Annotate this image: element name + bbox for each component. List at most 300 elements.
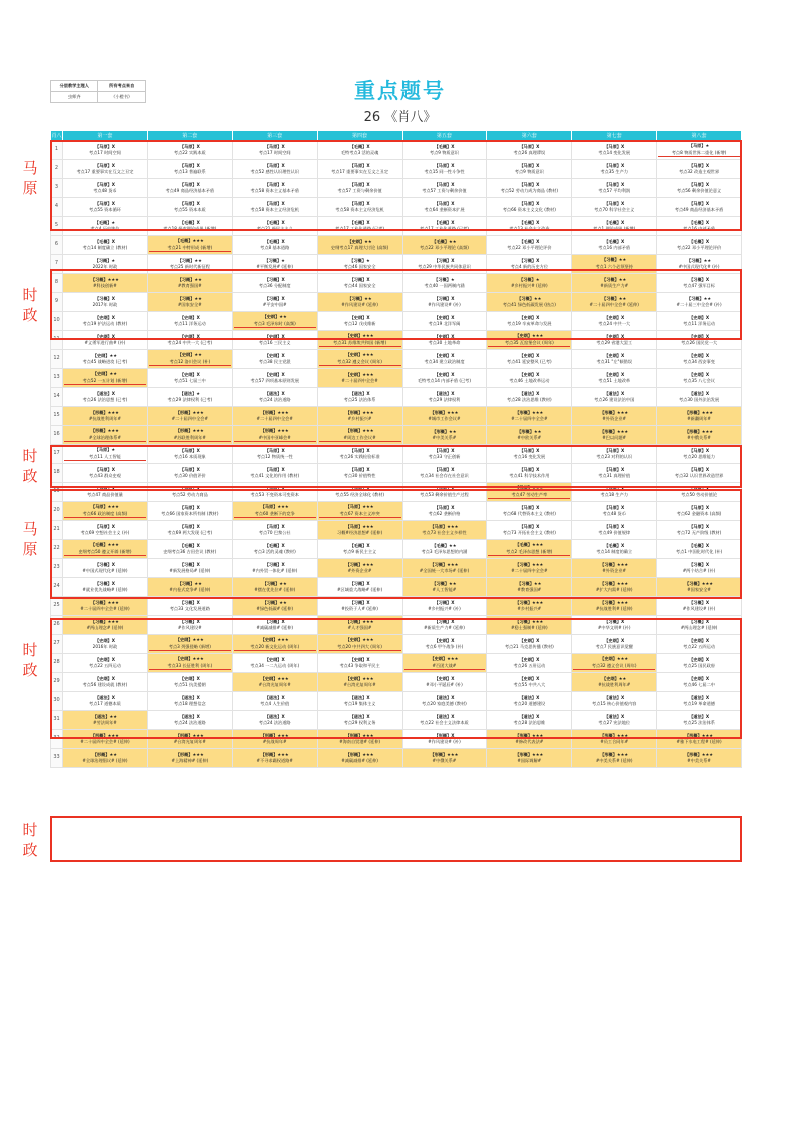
table-cell <box>487 730 572 749</box>
table-cell <box>572 369 657 388</box>
table-cell <box>487 255 572 274</box>
table-cell <box>487 141 572 160</box>
cell-topic: #作风建设# (补) <box>428 739 461 744</box>
cell-tag: 【习概】★★★ <box>600 599 629 605</box>
table-cell <box>147 597 232 616</box>
cell-tag: 【习概】X <box>519 257 540 263</box>
cell-tag: 【习概】X <box>264 276 285 282</box>
cell-topic: 考点24 法治道路 <box>173 720 206 725</box>
cell-tag: 【道法】X <box>94 694 115 700</box>
cell-topic: 考点32 改造主观世界 <box>678 169 720 174</box>
cell-topic: 考点4 历史地位 <box>90 226 120 231</box>
table-cell <box>317 388 402 407</box>
table-cell <box>63 464 148 483</box>
cell-tag: 【道法】X <box>604 694 625 700</box>
cell-topic: 2022年 时政 <box>92 264 118 269</box>
cell-tag: 【史纲】X <box>434 371 455 377</box>
cell-topic: #减碳减排# (延伸) <box>341 758 378 763</box>
cell-tag: 【马原】X <box>604 447 625 453</box>
cell-topic: 考点49 商品经济基本矛盾 <box>165 188 215 193</box>
cell-tag: 【史纲】X <box>689 333 710 339</box>
cell-tag: 【形概】★★★ <box>175 732 204 738</box>
cell-tag: 【毛概】X <box>434 143 455 149</box>
cell-topic: 考点22 邓小平理论评价 <box>676 245 722 250</box>
table-cell <box>572 654 657 673</box>
cell-tag: 【史纲】X <box>519 352 540 358</box>
cell-tag: 【毛概】X <box>349 219 370 225</box>
cell-topic: 考点49 商品经济基本矛盾 <box>674 207 724 212</box>
table-cell <box>317 274 402 293</box>
cell-tag: 【史纲】★★★ <box>600 656 629 662</box>
table-cell <box>317 711 402 730</box>
cell-tag: 【毛概】X <box>94 238 115 244</box>
table-cell <box>147 331 232 350</box>
cell-topic: 考点48 货币 <box>602 511 626 516</box>
cell-tag: 【毛概】X <box>689 542 710 548</box>
column-header: 第四套 <box>317 131 402 141</box>
cell-tag: 【形概】★★★ <box>600 409 629 415</box>
cell-topic: 史纲考点50 遵义开辟 (新增) <box>64 549 146 556</box>
row-number: 32 <box>51 730 63 749</box>
cell-topic: #中美关系# <box>687 758 711 763</box>
table-cell <box>487 407 572 426</box>
cell-topic: 考点57 工资与剩余价值 <box>337 188 382 193</box>
cell-topic: 考点19 北洋军阀 <box>428 321 461 326</box>
cell-topic: 考点68 代替资本主义 (教材) <box>502 511 556 516</box>
cell-topic: 考点8 基本道路 <box>260 245 290 250</box>
cell-topic: 考点26 实践检验标准 <box>339 454 380 459</box>
table-cell <box>63 141 148 160</box>
table-cell <box>487 217 572 236</box>
row-number: 4 <box>51 198 63 217</box>
table-row <box>51 141 742 160</box>
cell-topic: 考点58 资本主义经济危机 <box>335 207 384 212</box>
table-row <box>51 236 742 255</box>
cell-topic: 考点64 垄断资本扩展 <box>424 207 465 212</box>
cell-topic: #二十届四中全会# (延伸) <box>80 739 130 744</box>
cell-tag: 【史纲】X <box>179 371 200 377</box>
table-cell <box>147 198 232 217</box>
cell-topic: #全国统一大市场# (延伸) <box>419 568 470 573</box>
cell-topic: 考点34 西安事变 <box>683 359 715 364</box>
cell-topic: 考点16 变化发展 <box>513 454 546 459</box>
cell-tag: 【马原】X <box>689 485 710 491</box>
table-cell <box>317 616 402 635</box>
cell-topic: 考点62 金融资本 (高频) <box>676 511 722 516</box>
cell-topic: 考点20 道德建设 <box>513 701 546 706</box>
table-cell <box>572 578 657 597</box>
cell-tag: 【史纲】X <box>179 333 200 339</box>
table-cell <box>487 692 572 711</box>
row-number: 20 <box>51 502 63 521</box>
cell-tag: 【史纲】X <box>264 352 285 358</box>
cell-topic: #中华文明# (补) <box>597 625 631 630</box>
cell-topic: 考点22 社会主义法律本质 <box>420 720 469 725</box>
cell-topic: 考点50 劳动价值论 <box>681 492 718 497</box>
table-cell <box>63 274 148 293</box>
table-cell <box>572 217 657 236</box>
cell-tag: 【形概】★★★ <box>600 751 629 757</box>
cell-topic: #作风建设# (补) <box>428 302 461 307</box>
table-cell <box>657 730 742 749</box>
cell-topic: 考点26 五卅运动 <box>513 663 546 668</box>
cell-tag: 【习概】X <box>434 618 455 624</box>
cell-tag: 【习概】★★★ <box>90 618 119 624</box>
table-cell <box>657 711 742 730</box>
cell-tag: 【马原】X <box>349 162 370 168</box>
cell-topic: 考点29 法律权利 <box>428 397 461 402</box>
cell-tag: 【习概】X <box>349 276 370 282</box>
cell-tag: 【马原】X <box>264 143 285 149</box>
cell-tag: 【毛概】X <box>349 542 370 548</box>
table-cell <box>232 388 317 407</box>
table-cell <box>487 236 572 255</box>
cell-topic: 考点3 毛泽东思想的内涵 <box>421 549 468 554</box>
cell-tag: 【习概】★★ <box>602 276 627 282</box>
cell-tag: 【道法】X <box>179 713 200 719</box>
cell-topic: 考点11 人工智能 <box>64 454 146 461</box>
cell-tag: 【形概】★★ <box>432 428 457 434</box>
column-header: 第六套 <box>487 131 572 141</box>
cell-tag: 【习概】X <box>264 295 285 301</box>
column-header: 第七套 <box>572 131 657 141</box>
cell-tag: 【习概】X <box>349 580 370 586</box>
cell-tag: 【毛概】X <box>689 238 710 244</box>
cell-topic: 考点44 国家安全 <box>343 283 376 288</box>
row-number: 33 <box>51 749 63 768</box>
table-cell <box>657 502 742 521</box>
table-row <box>51 312 742 331</box>
table-cell <box>147 616 232 635</box>
cell-tag: 【形概】★★★ <box>430 409 459 415</box>
cell-tag: 【习概】★ <box>264 257 285 263</box>
row-number: 14 <box>51 388 63 407</box>
cell-tag: 【毛概】★★ <box>432 542 457 548</box>
cell-tag: 【习概】★★ <box>517 295 542 301</box>
cell-tag: 【马原】X <box>604 485 625 491</box>
table-cell <box>63 597 148 616</box>
cell-tag: 【史纲】X <box>264 656 285 662</box>
cell-topic: 考点14 制度的确立 <box>596 549 633 554</box>
cell-tag: 【形概】★★★ <box>345 409 374 415</box>
cell-tag: 【习概】X <box>179 599 200 605</box>
cell-topic: 考点6 甲午战争 (补) <box>425 644 464 649</box>
row-number: 18 <box>51 464 63 483</box>
cell-tag: 【马原】X <box>434 200 455 206</box>
cell-topic: 考点4 人生价值 <box>260 701 290 706</box>
cell-topic: #二十届四中全会# <box>511 568 548 573</box>
table-cell <box>232 578 317 597</box>
table-cell <box>232 217 317 236</box>
cell-topic: #国家安全# <box>687 587 711 592</box>
cell-tag: 【马原】★★★ <box>430 523 459 529</box>
cell-topic: 考点32 认识世界改造世界 <box>674 473 724 478</box>
cell-tag: 【马原】X <box>689 447 710 453</box>
cell-tag: 【毛概】★ <box>94 219 116 225</box>
cell-topic: 考点12 物质统一性 <box>256 454 293 459</box>
table-cell <box>232 692 317 711</box>
table-cell <box>572 692 657 711</box>
cell-topic: #中国式现代化# (补) <box>678 264 720 269</box>
section-label: 马 原 <box>22 159 38 197</box>
cell-topic: 2017年 时政 <box>92 302 118 307</box>
cell-tag: 【形概】★★★ <box>175 409 204 415</box>
table-cell <box>147 255 232 274</box>
cell-topic: 考点24 中共一大 <box>598 321 631 326</box>
table-cell <box>657 388 742 407</box>
cell-topic: #抗战胜利# (延伸) <box>595 606 633 611</box>
table-cell <box>402 407 487 426</box>
cell-tag: 【习概】★ <box>349 257 370 263</box>
cell-tag: 【习概】★★ <box>517 580 542 586</box>
column-header: 肖八 <box>51 131 63 141</box>
cell-topic: #海南自贸港# (延伸) <box>339 739 381 744</box>
cell-tag: 【史纲】X <box>519 371 540 377</box>
cell-tag: 【马原】X <box>689 181 710 187</box>
cell-tag: 【习概】X <box>179 561 200 567</box>
cell-tag: 【马原】X <box>689 466 710 472</box>
table-cell <box>147 236 232 255</box>
cell-topic: #扩大内需# (延伸) <box>595 587 633 592</box>
cell-tag: 【道法】X <box>264 713 285 719</box>
cell-tag: 【形概】★★★ <box>515 409 544 415</box>
cell-tag: 【形概】★★★ <box>685 732 714 738</box>
cell-topic: 考点57 工资与剩余价值 <box>422 188 467 193</box>
cell-tag: 【习概】X <box>689 599 710 605</box>
cell-topic: 考点14 制度确立 (教材) <box>82 245 128 250</box>
cell-tag: 【毛概】★★ <box>432 238 457 244</box>
table-cell <box>402 692 487 711</box>
cell-topic: #中美关系# <box>432 435 457 440</box>
table-cell <box>147 749 232 768</box>
cell-topic: #二十届三中全会# (补) <box>676 302 722 307</box>
section-label: 时 政 <box>22 286 38 324</box>
table-cell <box>572 350 657 369</box>
cell-tag: 【马原】X <box>434 504 455 510</box>
cell-tag: 【道法】★★ <box>92 713 118 719</box>
cell-tag: 【习概】★★ <box>686 257 712 263</box>
cell-tag: 【史纲】★★ <box>347 238 372 244</box>
cell-topic: 考点11 洋务运动 <box>683 321 715 326</box>
cell-tag: 【形概】★★★ <box>260 409 289 415</box>
table-cell <box>657 217 742 236</box>
page-title: 重点题号 <box>354 79 446 103</box>
table-row <box>51 217 742 236</box>
cell-topic: #劳法周年# <box>93 720 117 725</box>
cell-topic: 考点26 建设法治中国 <box>594 397 635 402</box>
table-cell <box>63 521 148 540</box>
table-row <box>51 350 742 369</box>
cell-topic: #国际调解# <box>517 758 542 763</box>
table-cell <box>63 217 148 236</box>
cell-tag: 【习概】X <box>349 599 370 605</box>
table-cell <box>63 426 148 445</box>
cell-tag: 【习概】X <box>94 295 115 301</box>
table-row <box>51 711 742 730</box>
table-row <box>51 445 742 464</box>
table-row <box>51 521 742 540</box>
table-cell <box>147 369 232 388</box>
table-cell <box>63 236 148 255</box>
cell-topic: 考点32 遵义会议 (周年) <box>319 359 401 366</box>
cell-topic: 考点30 土地革命 <box>428 340 461 345</box>
table-cell <box>317 749 402 768</box>
cell-topic: 考点51 七届三中 <box>173 378 206 383</box>
table-row <box>51 198 742 217</box>
row-number: 11 <box>51 331 63 350</box>
table-cell <box>317 426 402 445</box>
cell-topic: #中国中亚峰会# <box>234 435 316 442</box>
cell-topic: 考点22 邓小平理论 (高频) <box>419 245 469 250</box>
table-cell <box>232 502 317 521</box>
cell-topic: 考点9 新民主主义 <box>342 549 377 554</box>
cell-topic: 考点15 核心价值观内容 <box>592 701 637 706</box>
table-row <box>51 274 742 293</box>
table-cell <box>147 293 232 312</box>
cell-topic: 考点3 毛泽东时 (高频) <box>234 321 316 328</box>
cell-topic: 考点11 洋务运动 <box>173 321 206 326</box>
cell-topic: 考点18 理想信念 <box>173 701 206 706</box>
table-cell <box>572 673 657 692</box>
table-cell <box>147 407 232 426</box>
cell-topic: 考点47 商品价值量 <box>86 492 123 497</box>
cell-tag: 【形概】★★★ <box>430 751 459 757</box>
cell-topic: 考点53 剩余价值生产过程 <box>420 492 469 497</box>
cell-topic: 考点1 理论成果 (新增) <box>593 226 636 231</box>
table-cell <box>232 730 317 749</box>
cell-tag: 【马原】X <box>434 466 455 472</box>
cell-tag: 【史纲】X <box>519 656 540 662</box>
cell-tag: 【马原】X <box>689 200 710 206</box>
cell-tag: 【史纲】X <box>689 656 710 662</box>
table-cell <box>657 407 742 426</box>
table-cell <box>572 236 657 255</box>
cell-topic: 考点56 剩余价值论意义 <box>676 188 722 193</box>
table-cell <box>317 540 402 559</box>
cell-tag: 【史纲】X <box>349 314 370 320</box>
cell-topic: #抗战周年# <box>262 739 287 744</box>
cell-topic: #乡村振兴# <box>517 606 542 611</box>
cell-tag: 【史纲】X <box>179 675 200 681</box>
table-cell <box>572 274 657 293</box>
table-cell <box>232 141 317 160</box>
table-cell <box>657 559 742 578</box>
cell-tag: 【马原】X <box>349 200 370 206</box>
cell-tag: 【马原】X <box>349 485 370 491</box>
cell-tag: 【马原】X <box>349 466 370 472</box>
table-cell <box>63 331 148 350</box>
cell-tag: 【习概】★ <box>94 257 116 263</box>
row-number: 28 <box>51 654 63 673</box>
table-row <box>51 692 742 711</box>
cell-topic: #修改代表法# <box>515 739 544 744</box>
table-cell <box>402 255 487 274</box>
column-header: 第八套 <box>657 131 742 141</box>
table-cell <box>402 331 487 350</box>
table-cell <box>63 445 148 464</box>
cell-topic: #作风建设# <box>177 625 202 630</box>
table-cell <box>317 445 402 464</box>
cell-topic: 考点18 探索理论成果 (新增) <box>163 226 217 231</box>
table-cell <box>487 711 572 730</box>
row-number: 2 <box>51 160 63 179</box>
cell-topic: #中欧关系# <box>517 435 542 440</box>
table-cell <box>63 559 148 578</box>
section-label: 马 原 <box>22 520 38 558</box>
cell-tag: 【史纲】X <box>604 333 625 339</box>
cell-tag: 【马原】X <box>264 200 285 206</box>
cell-tag: 【毛概】X <box>179 219 200 225</box>
cell-topic: 考点41 科学技术作用 <box>509 473 550 478</box>
table-cell <box>657 331 742 350</box>
cell-tag: 【史纲】★★ <box>602 675 627 681</box>
cell-topic: #新质生产力# (延伸) <box>423 625 465 630</box>
cell-tag: 【史纲】X <box>689 637 710 643</box>
table-cell <box>572 331 657 350</box>
cell-tag: 【史纲】X <box>689 675 710 681</box>
cell-topic: #二十届四中全会# (延伸) <box>589 302 639 307</box>
cell-topic: 考点72 无产阶级 (教材) <box>676 530 722 535</box>
table-cell <box>487 464 572 483</box>
table-cell <box>317 654 402 673</box>
cell-topic: 史纲考点36 古田会议 (教材) <box>163 549 217 554</box>
cell-topic: 考点17 时间空间 <box>89 150 121 155</box>
cell-tag: 【道法】X <box>434 694 455 700</box>
table-cell <box>572 293 657 312</box>
table-cell <box>572 749 657 768</box>
cell-tag: 【马原】X <box>94 162 115 168</box>
cell-tag: 【马原】X <box>519 523 540 529</box>
table-cell <box>63 502 148 521</box>
cell-topic: #台湾光复周年# <box>343 682 376 687</box>
cell-topic: 考点30 国外法治发展 <box>678 397 720 402</box>
cell-topic: 考点24 中共一大 (已考) <box>167 340 213 345</box>
table-cell <box>572 160 657 179</box>
table-cell <box>147 502 232 521</box>
cell-tag: 【马原】★★★ <box>515 485 544 491</box>
table-cell <box>317 236 402 255</box>
cell-topic: #全球治理体系# <box>64 435 146 442</box>
table-cell <box>232 293 317 312</box>
cell-topic: 考点12 洛川会议 (补) <box>149 359 231 366</box>
cell-tag: 【习概】★★★ <box>345 561 374 567</box>
cell-tag: 【习概】X <box>434 257 455 263</box>
cell-tag: 【形概】★★★ <box>345 428 374 434</box>
table-row <box>51 654 742 673</box>
cell-tag: 【史纲】★★★ <box>345 333 374 339</box>
table-cell <box>232 711 317 730</box>
table-cell <box>572 255 657 274</box>
cell-tag: 【马原】X <box>519 143 540 149</box>
cell-tag: 【习概】X <box>604 618 625 624</box>
cell-tag: 【史纲】★★★ <box>175 637 204 643</box>
table-cell <box>63 654 148 673</box>
row-number: 9 <box>51 293 63 312</box>
cell-topic: 考点17 工业化道路 (已考) <box>335 226 385 231</box>
table-cell <box>572 445 657 464</box>
cell-topic: 考点29 中华民族共同体意识 <box>418 264 471 269</box>
cell-tag: 【史纲】X <box>689 352 710 358</box>
table-cell <box>402 464 487 483</box>
cell-topic: #新疆周年# <box>687 416 711 421</box>
table-cell <box>317 293 402 312</box>
cell-tag: 【马原】X <box>94 143 115 149</box>
table-cell <box>402 502 487 521</box>
table-cell <box>232 369 317 388</box>
table-cell <box>657 654 742 673</box>
table-cell <box>317 578 402 597</box>
cell-topic: 考点29 省港大罢工 <box>596 340 633 345</box>
